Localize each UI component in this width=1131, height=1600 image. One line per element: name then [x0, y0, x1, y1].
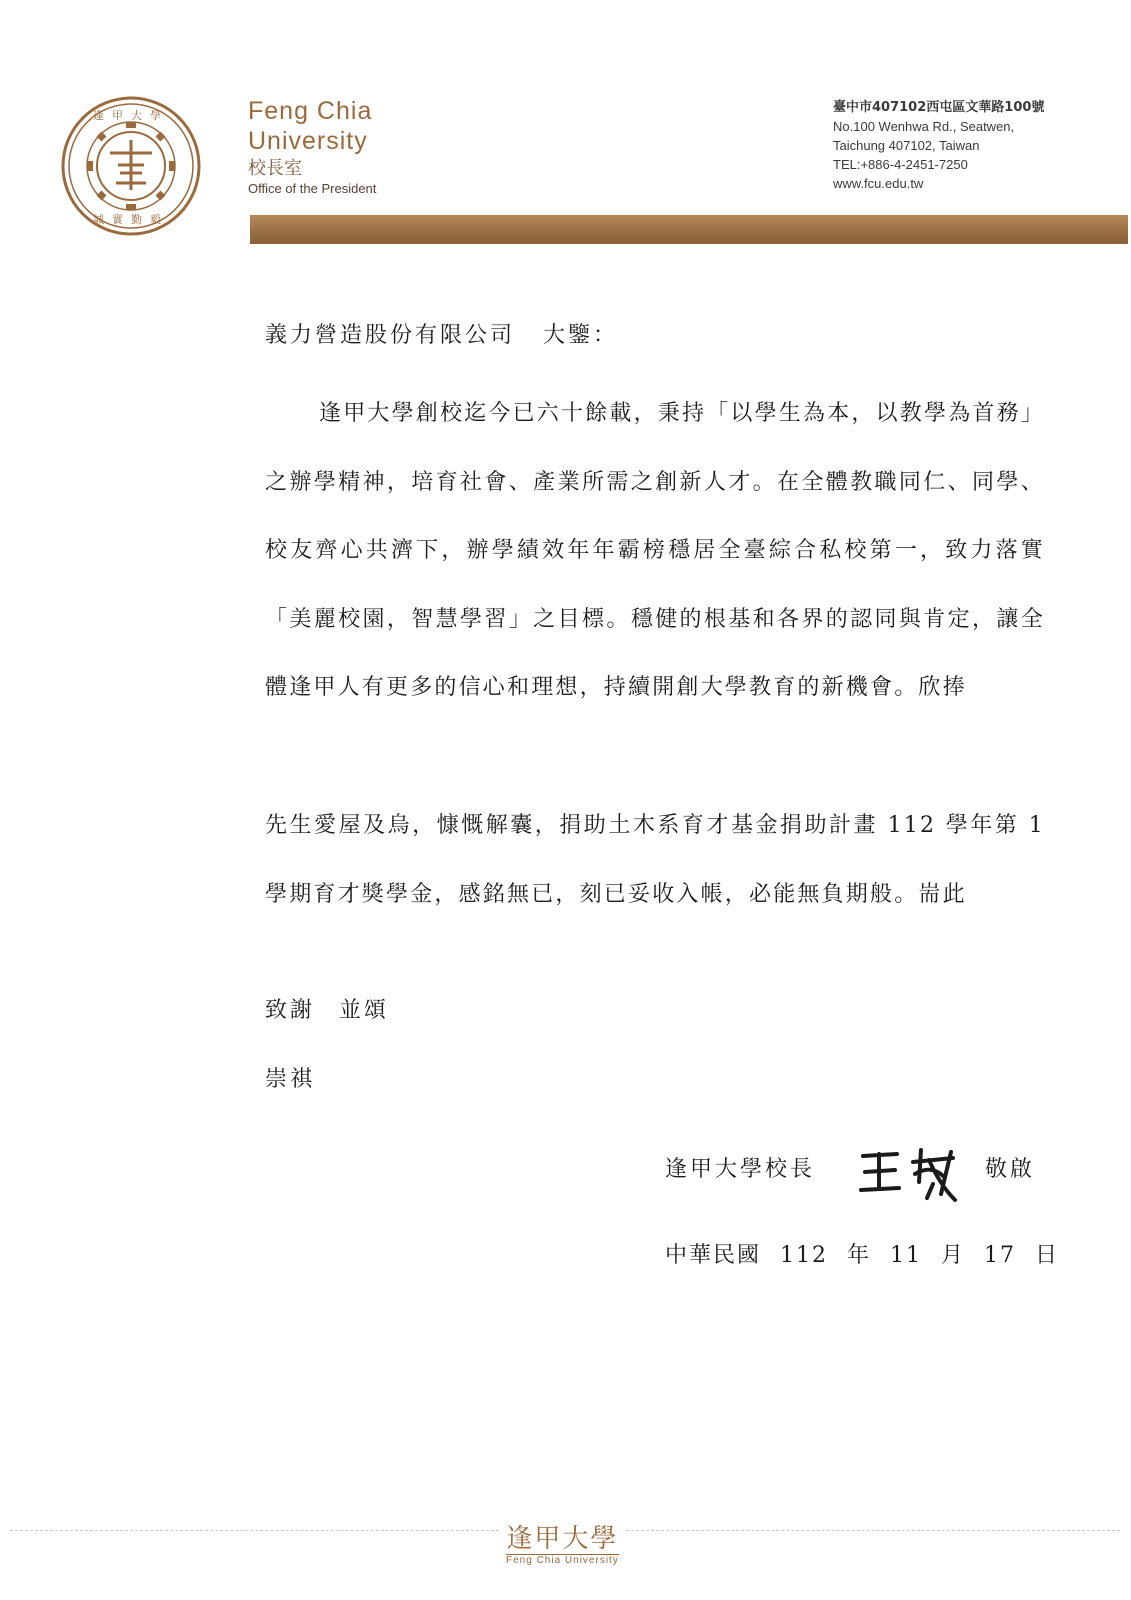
closing-thanks: [265, 993, 389, 1024]
university-brand: [248, 96, 376, 198]
telephone: TEL:+886-4-2451-7250: [833, 157, 968, 172]
letter-date: [665, 1238, 1069, 1269]
footer-logo-zh: 逢甲大學: [506, 1524, 619, 1554]
date-year-unit: 年: [847, 1243, 872, 1268]
website: www.fcu.edu.tw: [833, 176, 924, 191]
closing-thanks-b: 並頌: [339, 998, 390, 1023]
date-day-unit: 日: [1035, 1243, 1060, 1268]
honorific: 大鑒：: [543, 323, 619, 348]
closing-thanks-a: 致謝: [265, 998, 316, 1023]
address-zh: 臺中市407102西屯區文華路100號: [833, 100, 1045, 115]
seal-top-text: 逢甲大學: [93, 109, 169, 122]
date-year: 112: [780, 1243, 829, 1268]
header-band: [250, 215, 1128, 244]
office-name-en: Office of the President: [248, 181, 377, 196]
footer-logo: [500, 1524, 625, 1567]
contact-block: [833, 98, 1044, 193]
brand-name-line2: University: [248, 127, 368, 155]
date-month: 11: [890, 1243, 923, 1268]
date-day: 17: [984, 1243, 1017, 1268]
address-en-line2: Taichung 407102, Taiwan: [833, 138, 980, 153]
date-month-unit: 月: [941, 1243, 966, 1268]
respect-closing: 敬啟: [985, 1157, 1036, 1182]
address-en-line1: No.100 Wenhwa Rd., Seatwen,: [833, 119, 1015, 134]
brand-name-line1: Feng Chia: [248, 97, 373, 125]
handwritten-signature: [855, 1138, 965, 1208]
salutation: [265, 318, 618, 349]
closing-regards: 崇祺: [265, 1067, 316, 1092]
office-name-zh: 校長室: [248, 158, 302, 179]
seal-bottom-text: 誠實勤毅: [93, 213, 169, 226]
body-paragraph-1: 逢甲大學創校迄今已六十餘載，秉持「以學生為本，以教學為首務」之辦學精神，培育社會、產業所需之創新人才。在全體教職同仁、同學、校友齊心共濟下，辦學績效年年霸榜穩居全臺綜合私校第一，致力落實「美麗校園，智慧學習」之目標。穩健的根基和各界的認同與肯定，讓全體逢甲人有更多的信心和理想，持續開創大學教育的新機會。欣捧: [265, 401, 1046, 701]
date-era: 中華民國: [665, 1243, 762, 1268]
recipient: 義力營造股份有限公司: [265, 323, 516, 348]
footer-logo-en: Feng Chia University: [506, 1555, 619, 1566]
body-paragraph-2: 先生愛屋及烏，慷慨解囊，捐助土木系育才基金捐助計畫 112 學年第 1 學期育才獎學金，感銘無已，刻已妥收入帳，必能無負期般。耑此: [265, 813, 1045, 907]
signer-title: 逢甲大學校長: [665, 1157, 816, 1182]
university-seal-icon: [60, 95, 202, 237]
